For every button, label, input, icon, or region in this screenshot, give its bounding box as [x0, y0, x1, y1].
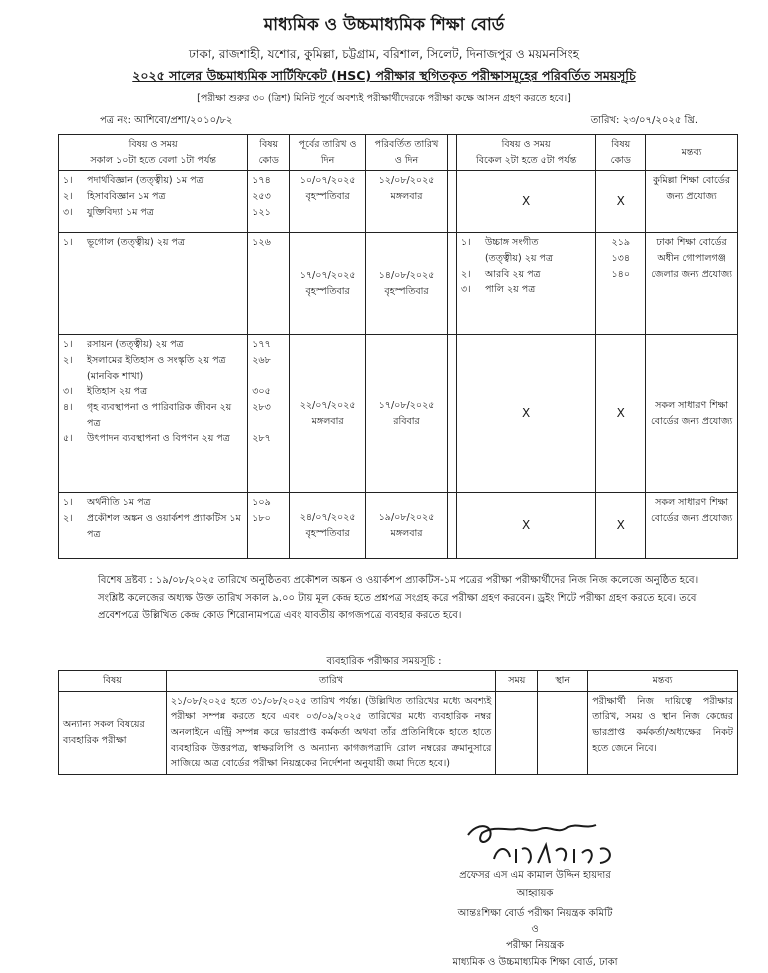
- subject-item: ২। হিসাববিজ্ঞান ১ম পত্র: [63, 191, 166, 203]
- subjects-cell: [59, 233, 248, 335]
- practical-title: ব্যবহারিক পরীক্ষার সময়সূচি :: [326, 656, 442, 667]
- practical-date-cell: ২১/০৮/২০২৫ হতে ৩১/০৮/২০২৫ তারিখ পর্যন্ত। (উল্লিখিত তারিখের মধ্যে অবশ্যই পরীক্ষা সম্পন্ন করতে হবে এবং ০৩/০৯/২০২৫ তারিখের মধ্যে ব্যবহারিক নম্বর অনলাইনে এন্ট্রি সম্পন্ন করে ভারপ্রাপ্ত কর্মকর্তা অথবা তাঁর প্রতিনিধিকে হাতে হাতে ব্যবহারিক উত্তরপত্র, স্বাক্ষরলিপি ও অন্যান্য কাগজপত্রাদি রোল নম্বরের ক্রমানুসারে সাজিয়ে অত্র বোর্ডের পরীক্ষা নিয়ন্ত্রকের নির্দেশনা অনুযায়ী জমা দিতে হবে।): [166, 691, 495, 774]
- header-remarks: মন্তব্য: [646, 135, 738, 171]
- memo-number: পত্র নং: আশিবো/প্রশা/২০১০/৮২: [100, 115, 233, 126]
- signatory-role: আহ্বায়ক: [516, 888, 554, 899]
- signatory-role2: পরীক্ষা নিয়ন্ত্রক: [506, 940, 564, 951]
- subject-item: ১। ভূগোল (তত্ত্বীয়) ২য় পত্র: [63, 237, 185, 249]
- practical-table: [58, 670, 738, 775]
- code-cell: ১২৬: [248, 233, 290, 335]
- prev-date-cell: ২৪/০৭/২০২৫ বৃহস্পতিবার: [290, 493, 366, 559]
- subject-item: ২। প্রকৌশল অঙ্কন ও ওয়ার্কশপ প্র্যাকটিস ১ম পত্র: [63, 513, 241, 540]
- table-row: [59, 171, 738, 233]
- table-row: [59, 233, 738, 335]
- notice-title: ২০২৫ সালের উচ্চমাধ্যমিক সার্টিফিকেট (HSC) পরীক্ষার স্থগিতকৃত পরীক্ষাসমূহের পরিবর্তিত সময়সূচি: [132, 68, 636, 83]
- table-row: [59, 493, 738, 559]
- notice-date: তারিখ: ২৩/০৭/২০২৫ খ্রি.: [590, 115, 698, 126]
- practical-place-cell: [538, 691, 588, 774]
- signatory-and: ও: [531, 924, 539, 935]
- practical-header-row: [59, 671, 738, 692]
- new-date-cell: ১৪/০৮/২০২৫ বৃহস্পতিবার: [366, 233, 448, 335]
- handwritten-signature: [450, 815, 680, 869]
- practical-header-date: তারিখ: [166, 671, 495, 692]
- header-code: বিষয় কোড: [248, 135, 290, 171]
- practical-remarks-cell: পরীক্ষার্থী নিজ দায়িত্বে পরীক্ষার তারিখ, সময় ও স্থান নিজ কেন্দ্রের ভারপ্রাপ্ত কর্মকর্তা/অধ্যক্ষের নিকট হতে জেনে নিবে।: [588, 691, 738, 774]
- subjects-cell: [59, 171, 248, 233]
- subject-item: ১। অর্থনীতি ১ম পত্র: [63, 497, 151, 509]
- code-cell: ১৭৪ ২৫৩ ১২১: [248, 171, 290, 233]
- afternoon-code-cell: X: [596, 493, 646, 559]
- practical-header-time: সময়: [496, 671, 538, 692]
- practical-time-cell: [496, 691, 538, 774]
- schedule-table: [58, 134, 738, 559]
- subject-item: ১। পদার্থবিজ্ঞান (তত্ত্বীয়) ১ম পত্র: [63, 175, 204, 187]
- table-row: [59, 335, 738, 493]
- table-header-row: [59, 135, 738, 171]
- subject-item: ৩। ইতিহাস ২য় পত্র: [63, 386, 148, 398]
- subject-item: ৩। পালি ২য় পত্র: [460, 284, 536, 296]
- header-subject-time-afternoon: বিষয় ও সময় বিকেল ২টা হতে ৫টা পর্যন্ত: [456, 135, 595, 171]
- boards-list: ঢাকা, রাজশাহী, যশোর, কুমিল্লা, চট্টগ্রাম, বরিশাল, সিলেট, দিনাজপুর ও ময়মনসিংহ: [189, 47, 579, 61]
- code-cell: ১৭৭ ২৬৮ ৩০৫ ২৮৩ ২৮৭: [248, 335, 290, 493]
- notice-instruction: [পরীক্ষা শুরুর ৩০ (ত্রিশ) মিনিট পূর্বে অবশ্যই পরীক্ষার্থীদেরকে পরীক্ষা কক্ষে আসন গ্রহণ করতে হবে।]: [197, 93, 571, 104]
- afternoon-code-cell: ২১৯ ১৩৪ ১৪০: [596, 233, 646, 335]
- new-date-cell: ১৯/০৮/২০২৫ মঙ্গলবার: [366, 493, 448, 559]
- prev-date-cell: ১৭/০৭/২০২৫ বৃহস্পতিবার: [290, 233, 366, 335]
- signatory-org: মাধ্যমিক ও উচ্চমাধ্যমিক শিক্ষা বোর্ড, ঢাকা: [452, 957, 618, 968]
- subject-item: ৫। উৎপাদন ব্যবস্থাপনা ও বিপণন ২য় পত্র: [63, 433, 230, 445]
- special-note: বিশেষ দ্রষ্টব্য : ১৯/০৮/২০২৫ তারিখে অনুষ্ঠিতব্য প্রকৌশল অঙ্কন ও ওয়ার্কশপ প্র্যাকটিস-১ম পত্রের পরীক্ষা পরীক্ষার্থীদের নিজ নিজ কলেজে অনুষ্ঠিত হবে। সংশ্লিষ্ট কলেজের অধ্যক্ষ উক্ত তারিখ সকাল ৯.০০ টায় মূল কেন্দ্র হতে প্রশ্নপত্র সংগ্রহ করে পরীক্ষা গ্রহণ করবেন। ড্রইং শিটে পরীক্ষা গ্রহণ করতে হবে। তবে প্রবেশপত্রে উল্লিখিত কেন্দ্র কোড শিরোনামপত্রে এবং যাবতীয় কাগজপত্রে ব্যবহার করতে হবে।: [98, 575, 699, 621]
- practical-header-subject: বিষয়: [59, 671, 167, 692]
- afternoon-subject-cell: [456, 233, 595, 335]
- spacer-cell: [447, 493, 456, 559]
- remarks-cell: সকল সাধারণ শিক্ষা বোর্ডের জন্য প্রযোজ্য: [646, 335, 738, 493]
- subject-item: ৪। গৃহ ব্যবস্থাপনা ও পারিবারিক জীবন ২য় পত্র: [63, 402, 232, 429]
- signatory-committee: আন্তঃশিক্ষা বোর্ড পরীক্ষা নিয়ন্ত্রক কমিটি: [457, 908, 613, 919]
- board-title: মাধ্যমিক ও উচ্চমাধ্যমিক শিক্ষা বোর্ড: [263, 15, 505, 35]
- afternoon-code-cell: X: [596, 171, 646, 233]
- header-subject-time: বিষয় ও সময় সকাল ১০টা হতে বেলা ১টা পর্যন্ত: [59, 135, 248, 171]
- remarks-cell: কুমিল্লা শিক্ষা বোর্ডের জন্য প্রযোজ্য: [646, 171, 738, 233]
- header-prev-date: পূর্বের তারিখ ও দিন: [290, 135, 366, 171]
- remarks-cell: সকল সাধারণ শিক্ষা বোর্ডের জন্য প্রযোজ্য: [646, 493, 738, 559]
- practical-header-remarks: মন্তব্য: [588, 671, 738, 692]
- header-spacer: [447, 135, 456, 171]
- spacer-cell: [447, 335, 456, 493]
- code-cell: ১০৯ ১৮০: [248, 493, 290, 559]
- new-date-cell: ১৭/০৮/২০২৫ রবিবার: [366, 335, 448, 493]
- afternoon-subject-cell: X: [456, 171, 595, 233]
- header-code-afternoon: বিষয় কোড: [596, 135, 646, 171]
- subject-item: ২। ইসলামের ইতিহাস ও সংস্কৃতি ২য় পত্র (মানবিক শাখা): [63, 355, 226, 382]
- subject-item: ১। উচ্চাঙ্গ সংগীত: [460, 237, 539, 249]
- table-row: [59, 691, 738, 774]
- subject-item: ৩। যুক্তিবিদ্যা ১ম পত্র: [63, 206, 154, 218]
- prev-date-cell: ২২/০৭/২০২৫ মঙ্গলবার: [290, 335, 366, 493]
- new-date-cell: ১২/০৮/২০২৫ মঙ্গলবার: [366, 171, 448, 233]
- spacer-cell: [447, 171, 456, 233]
- subject-item: (তত্ত্বীয়) ২য় পত্র: [484, 253, 553, 265]
- afternoon-subject-cell: X: [456, 493, 595, 559]
- practical-subject-cell: অন্যান্য সকল বিষয়ের ব্যবহারিক পরীক্ষা: [59, 691, 167, 774]
- practical-header-place: স্থান: [538, 671, 588, 692]
- subject-item: ২। আরবি ২য় পত্র: [460, 268, 541, 280]
- signatory-name: প্রফেসর এস এম কামাল উদ্দিন হায়দার: [459, 870, 611, 881]
- subjects-cell: [59, 335, 248, 493]
- subject-item: ১। রসায়ন (তত্ত্বীয়) ২য় পত্র: [63, 339, 184, 351]
- afternoon-subject-cell: X: [456, 335, 595, 493]
- prev-date-cell: ১০/০৭/২০২৫ বৃহস্পতিবার: [290, 171, 366, 233]
- subjects-cell: [59, 493, 248, 559]
- spacer-cell: [447, 233, 456, 335]
- afternoon-code-cell: X: [596, 335, 646, 493]
- header-new-date: পরিবর্তিত তারিখ ও দিন: [366, 135, 448, 171]
- remarks-cell: ঢাকা শিক্ষা বোর্ডের অধীন গোপালগঞ্জ জেলার জন্য প্রযোজ্য: [646, 233, 738, 335]
